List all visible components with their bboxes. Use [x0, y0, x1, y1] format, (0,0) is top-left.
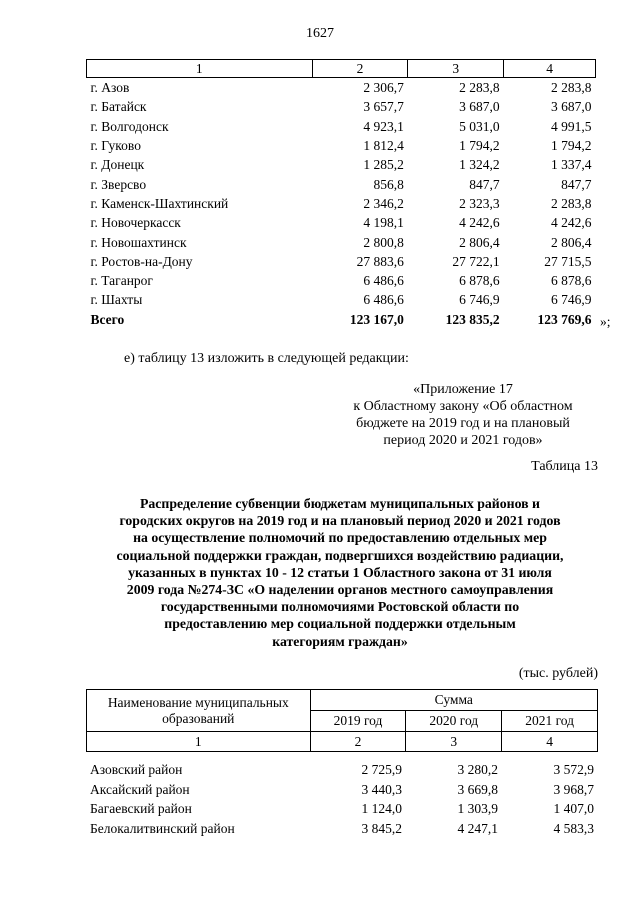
municipality-name: Багаевский район: [90, 801, 192, 817]
value-2020: 1 794,2: [459, 138, 500, 154]
header-cell: 3: [408, 60, 504, 78]
page-number: 1627: [306, 26, 334, 41]
municipality-name: г. Шахты: [90, 292, 143, 308]
value-2020: 2 806,4: [459, 234, 500, 250]
table-row: [87, 213, 596, 232]
total-value-2019: 123 167,0: [349, 311, 404, 327]
appendix-line: бюджете на 2019 год и на плановый: [356, 416, 570, 431]
value-2019: 6 486,6: [363, 273, 404, 289]
total-row: [87, 310, 596, 329]
table-row: [86, 780, 598, 800]
value-2019: 1 812,4: [363, 138, 404, 154]
value-2021: 1 407,0: [553, 801, 594, 817]
value-2021: 3 687,0: [551, 99, 592, 115]
column-header-sum: Сумма: [310, 690, 597, 711]
municipality-name: г. Волгодонск: [90, 118, 169, 134]
value-2019: 27 883,6: [356, 253, 404, 269]
value-2020: 6 878,6: [459, 273, 500, 289]
value-2019: 1 285,2: [363, 157, 404, 173]
municipality-name: г. Донецк: [90, 157, 145, 173]
table-row: [87, 97, 596, 116]
title-line: указанных в пунктах 10 - 12 статьи 1 Областного закона от 31 июля: [128, 564, 552, 580]
table-title: [90, 495, 590, 650]
table-row: [87, 136, 596, 155]
value-2021: 847,7: [561, 176, 592, 192]
value-2021: 27 715,5: [544, 253, 592, 269]
column-header-name: Наименование муниципальных образований: [87, 690, 311, 732]
municipality-name: г. Гуково: [90, 138, 141, 154]
table-row: [87, 174, 596, 193]
municipality-name: г. Новошахтинск: [90, 234, 187, 250]
title-line: предоставлению мер социальной поддержки отдельным: [164, 616, 516, 632]
table-row: [87, 155, 596, 174]
value-2021: 1 337,4: [551, 157, 592, 173]
municipality-name: г. Азов: [90, 80, 130, 96]
value-2021: 1 794,2: [551, 138, 592, 154]
table-header-row: [87, 60, 596, 78]
value-2020: 3 669,8: [457, 781, 498, 797]
title-line: Распределение субвенции бюджетам муниципальных районов и: [139, 496, 541, 511]
value-2019: 4 198,1: [363, 215, 404, 231]
value-2020: 4 242,6: [459, 215, 500, 231]
column-number: 2: [310, 732, 406, 752]
title-line: 2009 года №274-ЗС «О наделении органов местного самоуправления: [126, 582, 554, 598]
total-label: Всего: [90, 311, 125, 327]
municipality-name: г. Батайск: [90, 99, 147, 115]
municipality-name: г. Каменск-Шахтинский: [90, 195, 229, 211]
value-2021: 6 878,6: [551, 273, 592, 289]
municipality-name: Азовский район: [90, 762, 183, 778]
municipality-name: Белокалитвинский район: [90, 820, 235, 836]
table-row: [86, 760, 598, 780]
municipal-totals-table: [86, 59, 596, 329]
unit-label: (тыс. рублей): [518, 666, 598, 681]
municipality-name: Аксайский район: [90, 781, 190, 797]
header-cell: 2: [312, 60, 408, 78]
appendix-line: к Областному закону «Об областном: [353, 399, 573, 414]
table-row: [87, 78, 596, 98]
table-row: [87, 117, 596, 136]
value-2021: 3 968,7: [553, 781, 594, 797]
table-row: [87, 252, 596, 271]
value-2019: 856,8: [373, 176, 404, 192]
value-2021: 6 746,9: [551, 292, 592, 308]
value-2021: 4 583,3: [553, 820, 594, 836]
value-2019: 2 306,7: [363, 80, 404, 96]
title-line: на осуществление полномочий по предоставлению отдельных мер: [133, 530, 547, 546]
value-2020: 2 283,8: [459, 80, 500, 96]
table-row: [87, 290, 596, 309]
value-2019: 4 923,1: [363, 118, 404, 134]
title-line: государственными полномочиями Ростовской области по: [160, 599, 520, 615]
header-cell: 1: [87, 60, 313, 78]
year-header: 2020 год: [406, 711, 502, 732]
header-cell: 4: [504, 60, 596, 78]
value-2020: 3 687,0: [459, 99, 500, 115]
value-2020: 5 031,0: [459, 118, 500, 134]
value-2020: 3 280,2: [457, 762, 498, 778]
subvention-table-header: [86, 689, 598, 752]
amendment-paragraph: е) таблицу 13 изложить в следующей редакции:: [124, 351, 409, 366]
value-2021: 4 991,5: [551, 118, 592, 134]
title-line: городских округов на 2019 год и на плановый период 2020 и 2021 годов: [119, 513, 561, 529]
value-2020: 6 746,9: [459, 292, 500, 308]
value-2020: 27 722,1: [452, 253, 500, 269]
value-2019: 3 845,2: [361, 820, 402, 836]
value-2019: 6 486,6: [363, 292, 404, 308]
value-2020: 1 303,9: [457, 801, 498, 817]
value-2019: 2 346,2: [363, 195, 404, 211]
appendix-reference: [330, 381, 596, 449]
table-row: [87, 194, 596, 213]
table-row: [86, 819, 598, 839]
value-2021: 2 283,8: [551, 80, 592, 96]
value-2019: 1 124,0: [361, 801, 402, 817]
municipality-name: г. Зверсво: [90, 176, 147, 192]
table-row: [87, 271, 596, 290]
municipality-name: г. Ростов-на-Дону: [90, 253, 193, 269]
value-2019: 2 800,8: [363, 234, 404, 250]
column-number: 3: [406, 732, 502, 752]
appendix-line: «Приложение 17: [413, 382, 513, 397]
value-2020: 2 323,3: [459, 195, 500, 211]
total-value-2020: 123 835,2: [445, 311, 500, 327]
column-number: 4: [502, 732, 598, 752]
value-2020: 4 247,1: [457, 820, 498, 836]
value-2021: 2 806,4: [551, 234, 592, 250]
subvention-table-body: [86, 760, 598, 838]
table-row: [86, 799, 598, 819]
value-2021: 4 242,6: [551, 215, 592, 231]
value-2019: 2 725,9: [361, 762, 402, 778]
value-2019: 3 440,3: [361, 781, 402, 797]
appendix-line: период 2020 и 2021 годов»: [383, 433, 543, 448]
value-2021: 2 283,8: [551, 195, 592, 211]
value-2020: 1 324,2: [459, 157, 500, 173]
table-label: Таблица 13: [531, 459, 598, 474]
municipality-name: г. Таганрог: [90, 273, 153, 289]
municipality-name: г. Новочеркасск: [90, 215, 181, 231]
value-2019: 3 657,7: [363, 99, 404, 115]
value-2021: 3 572,9: [553, 762, 594, 778]
year-header: 2021 год: [502, 711, 598, 732]
total-value-2021: 123 769,6: [537, 311, 592, 327]
title-line: социальной поддержки граждан, подвергшихся воздействию радиации,: [116, 547, 564, 563]
column-number: 1: [87, 732, 311, 752]
title-line: категориям граждан»: [272, 633, 408, 649]
closing-quote: »;: [600, 314, 611, 329]
year-header: 2019 год: [310, 711, 406, 732]
table-row: [87, 232, 596, 251]
value-2020: 847,7: [469, 176, 500, 192]
